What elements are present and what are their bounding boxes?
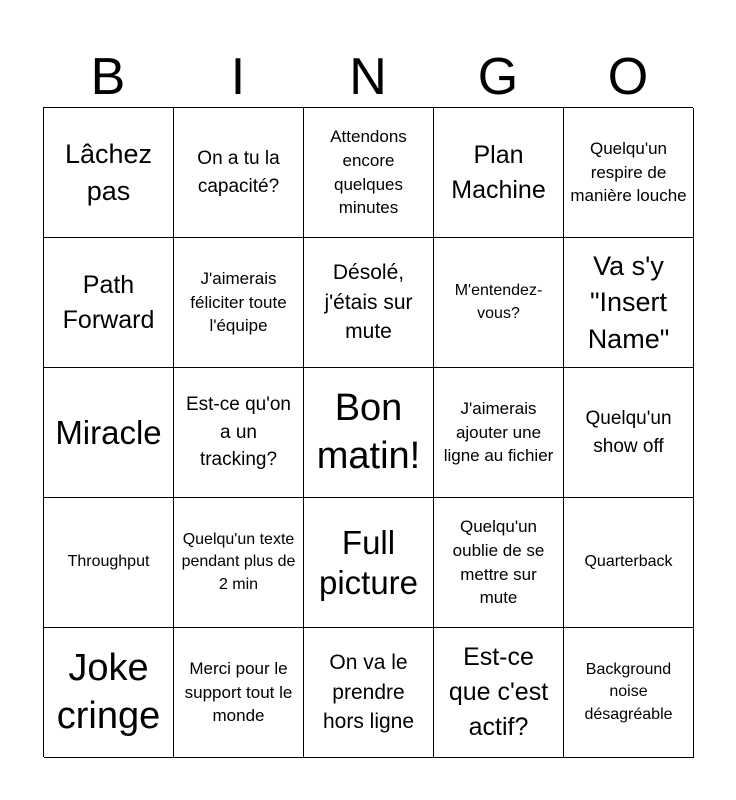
header-letter-b: B <box>90 48 126 106</box>
header-letter-o: O <box>607 48 649 106</box>
bingo-cell-r4c1[interactable] <box>44 498 174 628</box>
cell-text: Background noise désagréable <box>584 660 673 723</box>
cell-text: J'aimerais ajouter une ligne au fichier <box>443 398 554 466</box>
cell-text: Quelqu'un respire de manière louche <box>570 138 687 206</box>
cell-text: Joke cringe <box>56 647 161 737</box>
bingo-cell-r5c1[interactable] <box>44 628 174 758</box>
header-letter-g: G <box>477 48 519 106</box>
bingo-cell-r1c1[interactable] <box>44 108 174 238</box>
header-letter-n: N <box>349 48 387 106</box>
bingo-cell-r2c3[interactable] <box>304 238 434 368</box>
cell-text: Merci pour le support tout le monde <box>184 658 293 726</box>
header-letter-i: I <box>230 48 246 106</box>
cell-text: Attendons encore quelques minutes <box>330 126 407 218</box>
cell-text: Miracle <box>55 413 162 451</box>
cell-text: Est-ce qu'on a un tracking? <box>185 394 292 471</box>
bingo-cell-r1c4[interactable] <box>434 108 564 238</box>
cell-text: Quelqu'un texte pendant plus de 2 min <box>181 530 296 593</box>
cell-text: M'entendez-vous? <box>454 282 543 322</box>
bingo-cell-r1c5[interactable] <box>564 108 694 238</box>
bingo-cell-r1c2[interactable] <box>174 108 304 238</box>
bingo-cell-r4c5[interactable] <box>564 498 694 628</box>
bingo-cell-r3c3[interactable] <box>304 368 434 498</box>
cell-text: Throughput <box>67 553 150 571</box>
cell-text: Va s'y "Insert Name" <box>587 250 670 354</box>
cell-text: Full picture <box>318 523 419 601</box>
cell-text: Path Forward <box>62 270 155 334</box>
cell-text: Désolé, j'étais sur mute <box>324 261 413 344</box>
bingo-cell-r5c3[interactable] <box>304 628 434 758</box>
bingo-cell-r2c5[interactable] <box>564 238 694 368</box>
bingo-cell-r3c5[interactable] <box>564 368 694 498</box>
cell-text: J'aimerais féliciter toute l'équipe <box>190 268 287 336</box>
bingo-cell-r2c2[interactable] <box>174 238 304 368</box>
bingo-cell-r2c1[interactable] <box>44 238 174 368</box>
cell-text: Plan Machine <box>451 140 546 204</box>
bingo-cell-r5c4[interactable] <box>434 628 564 758</box>
bingo-cell-r4c4[interactable] <box>434 498 564 628</box>
bingo-cell-r5c2[interactable] <box>174 628 304 758</box>
bingo-cell-r5c5[interactable] <box>564 628 694 758</box>
cell-text: Bon matin! <box>316 387 421 477</box>
bingo-cell-r4c3[interactable] <box>304 498 434 628</box>
bingo-header <box>43 46 693 108</box>
cell-text: Quarterback <box>584 553 673 571</box>
cell-text: Quelqu'un show off <box>585 407 672 457</box>
cell-text: On a tu la capacité? <box>197 147 280 197</box>
cell-text: Est-ce que c'est actif? <box>448 643 549 741</box>
bingo-grid <box>43 107 693 757</box>
bingo-cell-r3c4[interactable] <box>434 368 564 498</box>
bingo-cell-r1c3[interactable] <box>304 108 434 238</box>
bingo-cell-r4c2[interactable] <box>174 498 304 628</box>
bingo-cell-r3c2[interactable] <box>174 368 304 498</box>
bingo-cell-r2c4[interactable] <box>434 238 564 368</box>
cell-text: Quelqu'un oublie de se mettre sur mute <box>452 516 545 608</box>
cell-text: On va le prendre hors ligne <box>322 651 415 734</box>
cell-text: Lâchez pas <box>64 139 153 206</box>
bingo-cell-r3c1[interactable] <box>44 368 174 498</box>
